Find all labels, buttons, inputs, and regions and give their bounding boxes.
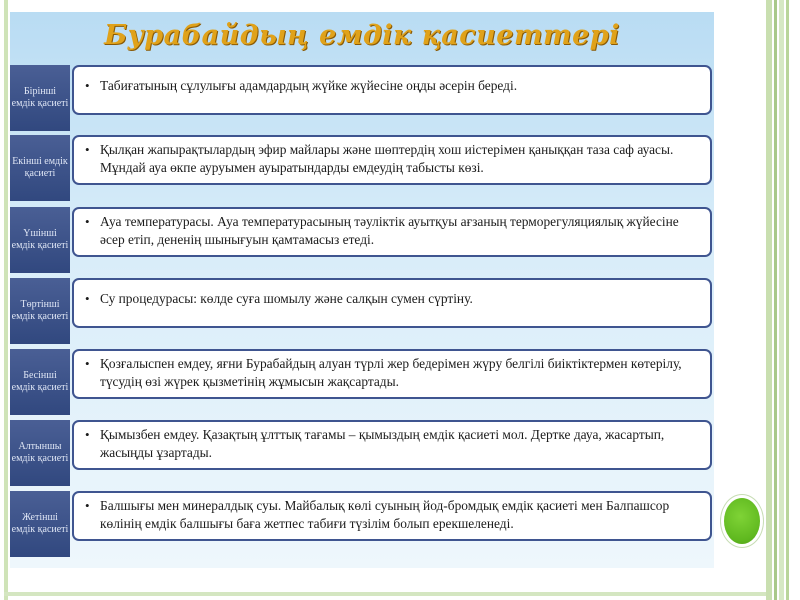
property-tab: Бесінші емдік қасиеті <box>10 349 70 415</box>
property-text: Қылқан жапырақтылардың эфир майлары және шөптердің хош иістерімен қаныққан таза саф ауасы. Мұндай ауа өкпе ауруымен ауыратындарды емдеудің табысты көзі. <box>100 142 674 175</box>
bottom-frame-stripe <box>4 592 766 596</box>
property-box <box>72 349 712 399</box>
property-row <box>10 135 714 189</box>
bullet-icon: • <box>85 427 90 442</box>
property-text: Табиғатының сұлулығы адамдардың жүйке жүйесіне оңды әсерін береді. <box>100 78 518 93</box>
property-row <box>10 491 714 545</box>
property-tab: Жетінші емдік қасиеті <box>10 491 70 557</box>
property-text: Қозғалыспен емдеу, яғни Бурабайдың алуан түрлі жер бедерімен жүру белгілі биіктіктермен көтерілу, түсудің өзі жүрек қызметінің жұмысын жақсартады. <box>100 356 682 389</box>
right-frame-stripe <box>779 0 784 600</box>
right-frame-stripe <box>766 0 772 600</box>
bullet-icon: • <box>85 214 90 229</box>
property-tab: Алтыншы емдік қасиеті <box>10 420 70 486</box>
bullet-icon: • <box>85 78 90 93</box>
bullet-icon: • <box>85 291 90 306</box>
property-text: Ауа температурасы. Ауа температурасының тәуліктік ауытқуы ағзаның терморегуляциялық жүйесіне әсер етіп, дененің шынығуын қамтамасыз етеді. <box>100 214 679 247</box>
property-row <box>10 207 714 261</box>
property-tab: Екінші емдік қасиеті <box>10 135 70 201</box>
slide-title: Бурабайдың емдік қасиеттері <box>104 20 620 51</box>
property-box <box>72 278 712 328</box>
property-row <box>10 420 714 474</box>
property-box <box>72 135 712 185</box>
slide-panel <box>10 12 714 568</box>
left-frame-stripe <box>4 0 8 600</box>
property-box <box>72 207 712 257</box>
green-circle-icon <box>724 498 760 544</box>
property-tab: Үшінші емдік қасиеті <box>10 207 70 273</box>
right-frame-stripe <box>786 0 789 600</box>
property-box <box>72 65 712 115</box>
property-tab: Бірінші емдік қасиеті <box>10 65 70 131</box>
right-frame-stripe <box>774 0 777 600</box>
property-box <box>72 420 712 470</box>
property-text: Балшығы мен минералдық суы. Майбалық көлі суының йод-бромдық емдік қасиеті мен Балпашсор көлінің емдік балшығы баға жетпес табиғи түзілім болып ерекшеленеді. <box>100 498 670 531</box>
property-row <box>10 278 714 332</box>
bullet-icon: • <box>85 356 90 371</box>
property-text: Су процедурасы: көлде суға шомылу және салқын сумен сүртіну. <box>100 291 473 306</box>
property-tab: Төртінші емдік қасиеті <box>10 278 70 344</box>
bullet-icon: • <box>85 142 90 157</box>
bullet-icon: • <box>85 498 90 513</box>
property-row <box>10 65 714 119</box>
property-text: Қымызбен емдеу. Қазақтың ұлттық тағамы – қымыздың емдік қасиеті мол. Дертке дауа, жасартып, жасыңды ұзартады. <box>100 427 665 460</box>
property-row <box>10 349 714 403</box>
property-box <box>72 491 712 541</box>
